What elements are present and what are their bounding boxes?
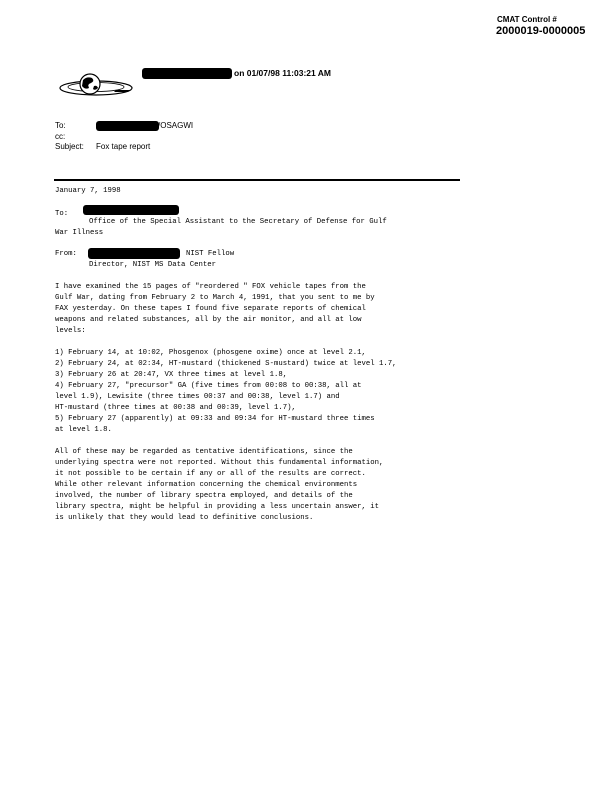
paragraph-line: Gulf War, dating from February 2 to March 4, 1991, that you sent to me by bbox=[55, 294, 375, 302]
finding-line: 1) February 14, at 10:02, Phosgenox (phosgene oxime) once at level 2.1, bbox=[55, 349, 366, 357]
redacted-recipient-name bbox=[96, 121, 159, 131]
finding-line: 5) February 27 (apparently) at 09:33 and 09:34 for HT-mustard three times bbox=[55, 415, 375, 423]
memo-to-label: To: bbox=[55, 210, 69, 218]
finding-line: level 1.9), Lewisite (three times 00:37 and 00:38, level 1.7) and bbox=[55, 393, 340, 401]
paragraph-line: I have examined the 15 pages of "reordered " FOX vehicle tapes from the bbox=[55, 283, 366, 291]
finding-line: HT-mustard (three times at 00:38 and 00:39, level 1.7), bbox=[55, 404, 296, 412]
paragraph-line: All of these may be regarded as tentative identifications, since the bbox=[55, 448, 353, 456]
memo-from-line1: NIST Fellow bbox=[186, 250, 235, 258]
control-number: 2000019-0000005 bbox=[496, 25, 586, 37]
email-subject-value: Fox tape report bbox=[96, 142, 151, 151]
paragraph-line: it not possible to be certain if any or all of the results are correct. bbox=[55, 470, 366, 478]
paragraph-line: levels: bbox=[55, 327, 86, 335]
email-to-label: To: bbox=[55, 121, 66, 130]
paragraph-line: weapons and related substances, all by the air monitor, and all at low bbox=[55, 316, 362, 324]
control-label: CMAT Control # bbox=[497, 15, 557, 24]
memo-to-line2: War Illness bbox=[55, 229, 104, 237]
paragraph-line: underlying spectra were not reported. Without this fundamental information, bbox=[55, 459, 384, 467]
finding-line: 2) February 24, at 02:34, HT-mustard (thickened S-mustard) twice at level 1.7, bbox=[55, 360, 397, 368]
paragraph-line: is unlikely that they would lead to definitive conclusions. bbox=[55, 514, 314, 522]
sent-datetime: on 01/07/98 11:03:21 AM bbox=[234, 68, 332, 78]
redacted-memo-sender bbox=[88, 248, 180, 259]
email-cc-label: cc: bbox=[55, 132, 66, 141]
email-subject-label: Subject: bbox=[55, 142, 84, 151]
finding-line: 4) February 27, "precursor" GA (five times from 00:08 to 00:38, all at bbox=[55, 382, 362, 390]
redacted-sender-name bbox=[142, 68, 232, 79]
finding-line: at level 1.8. bbox=[55, 426, 112, 434]
finding-line: 3) February 26 at 20:47, VX three times at level 1.8, bbox=[55, 371, 288, 379]
memo-date: January 7, 1998 bbox=[55, 187, 121, 195]
paragraph-line: FAX yesterday. On these tapes I found five separate reports of chemical bbox=[55, 305, 366, 313]
email-to-value: /OSAGWI bbox=[158, 121, 194, 130]
memo-from-label: From: bbox=[55, 250, 77, 258]
memo-from-line2: Director, NIST MS Data Center bbox=[89, 261, 216, 269]
paragraph-line: While other relevant information concerning the chemical environments bbox=[55, 481, 358, 489]
header-divider bbox=[54, 179, 460, 181]
redacted-memo-recipient bbox=[83, 205, 179, 215]
paragraph-line: involved, the number of library spectra employed, and details of the bbox=[55, 492, 353, 500]
memo-to-line1: Office of the Special Assistant to the Secretary of Defense for Gulf bbox=[89, 218, 387, 226]
globe-logo-icon bbox=[58, 70, 138, 100]
paragraph-line: library spectra, might be helpful in providing a less uncertain answer, it bbox=[55, 503, 380, 511]
